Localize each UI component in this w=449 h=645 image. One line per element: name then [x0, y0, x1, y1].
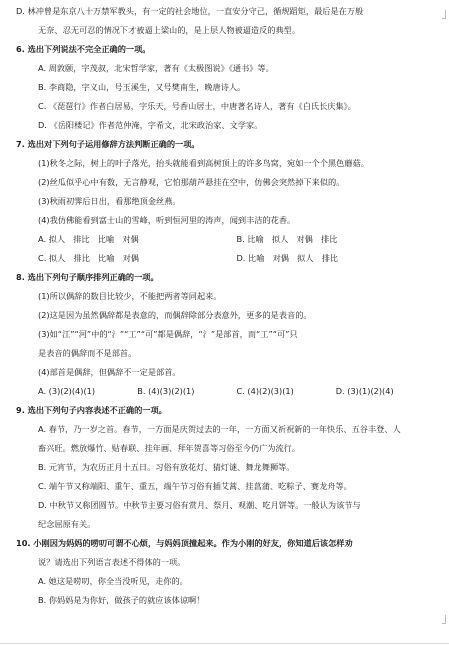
q9-option-d: D. 中秋节又称团圆节。中秋节主要习俗有赏月、祭月、观潮、吃月饼等。一般认为该节与 [38, 500, 361, 510]
paragraph-mark [442, 10, 446, 19]
q5-option-d-line-2: 无奈、忍无可忍的情况下才被逼上梁山的，是上层人物被逼造反的典型。 [38, 25, 301, 35]
q6-option-c: C. 《琵琶行》作者白居易，字乐天，号香山居士，中唐著名诗人，著有《白氏长庆集》。 [38, 101, 356, 111]
q9-option-a-cont: 畜兴旺。燃放爆竹、贴春联、挂年画、拜年贺喜等习俗至今仍广为流行。 [38, 443, 301, 453]
q8-item-2: (2)这是因为虽然偶辞都是表意的，而偶辞除部分表意外，更多的是表音的。 [38, 310, 312, 320]
q7-options-row-1 [14, 230, 435, 249]
q8-item-3-cont: 是表音的偶辞而不是部首。 [38, 348, 137, 358]
q10-option-b: B. 你妈妈是为你好，做孩子的就应该体谅啊！ [38, 595, 205, 605]
q8-option-a: A. (3)(2)(4)(1) [38, 386, 96, 396]
q7-item-4: (4)我仿佛能看到富士山的雪峰，听到恒河里的涛声，闻到丰洁的花香。 [38, 215, 296, 225]
q10-stem-cont: 说？请选出下列语言表述不得体的一项。 [38, 557, 186, 567]
q8-option-b: B. (4)(3)(2)(1) [137, 386, 195, 396]
q6-option-d: D. 《岳阳楼记》作者范仲淹，字希文，北宋政治家、文学家。 [38, 120, 263, 130]
q7-item-2: (2)丝瓜似乎心中有数，无言静观，它怕那葫芦悬挂在空中，仿佛会突然掉下来似的。 [38, 177, 345, 187]
paragraph-mark [442, 615, 446, 624]
q9-stem: 9. 选出下列句子内容表述不正确的一项。 [16, 405, 167, 415]
q8-item-1: (1)所以偶辞的数目比较少，不能把两者等同起来。 [38, 291, 222, 301]
q9-option-b: B. 元宵节，为农历正月十五日。习俗有放花灯、猜灯谜、舞龙舞狮等。 [38, 462, 295, 472]
q7-options-row-2 [14, 249, 435, 268]
q5-option-d-line-1: D. 林冲曾是东京八十万禁军教头，有一定的社会地位，一直安分守己，循规蹈矩，最后是在万般 [16, 6, 364, 16]
q7-item-1: (1)秋冬之际，树上的叶子落光，抬头就能看到高树顶上的许多鸟窝，宛如一个个黑色蘑菇。 [38, 158, 369, 168]
q6-option-a: A. 周敦颐，字茂叔，北宋哲学家，著有《太极图说》《通书》等。 [38, 63, 274, 73]
q7-option-d: D. 比喻 对偶 拟人 排比 [236, 253, 339, 263]
q8-option-d: D. (3)(1)(2)(4) [335, 386, 394, 396]
q7-option-b: B. 比喻 拟人 对偶 排比 [236, 234, 338, 244]
q8-item-4: (4)部首是偶辞，但偶辞不一定是部首。 [38, 367, 181, 377]
q9-option-c: C. 端午节又称端阳、重午、重五，端午节习俗有插艾蒿、挂菖蒲、吃粽子、赛龙舟等。 [38, 481, 352, 491]
q7-option-a: A. 拟人 排比 比喻 对偶 [38, 234, 139, 244]
q10-stem: 10. 小刚因为妈妈的唠叨可谓不心烦，与妈妈顶撞起来。作为小刚的好友，你知道后该怎样劝 [16, 538, 353, 548]
q9-option-d-cont: 纪念屈原有关。 [38, 519, 96, 529]
q7-stem: 7. 选出对下列句子运用修辞方法判断正确的一项。 [16, 139, 200, 149]
q9-option-a: A. 春节，乃一岁之首。春节，一方面是庆贺过去的一年，一方面又祈祝新的一年快乐、五谷丰登、人 [38, 424, 401, 434]
page-bottom-divider [0, 643, 449, 644]
q6-option-b: B. 李商隐，字义山，号玉溪生，又号樊南生，晚唐诗人。 [38, 82, 246, 92]
q8-item-3: (3)如“江”“河”中的“氵”“工”“可”都是偶辞，“氵”是部首，而“工”“可”只 [38, 329, 298, 339]
q8-option-c: C. (4)(2)(3)(1) [236, 386, 294, 396]
q7-item-3: (3)秋雨初霁后日出，看那绝顶金丝燕。 [38, 196, 181, 206]
q8-options-row [14, 382, 435, 401]
q6-stem: 6. 选出下列说法不完全正确的一项。 [16, 44, 151, 54]
q8-stem: 8. 选出下列句子顺序排列正确的一项。 [16, 272, 159, 282]
q7-option-c: C. 拟人 排比 比喻 对偶 [38, 253, 139, 263]
q10-option-a: A. 她这是唠叨，你全当没听见，走你的。 [38, 576, 188, 586]
